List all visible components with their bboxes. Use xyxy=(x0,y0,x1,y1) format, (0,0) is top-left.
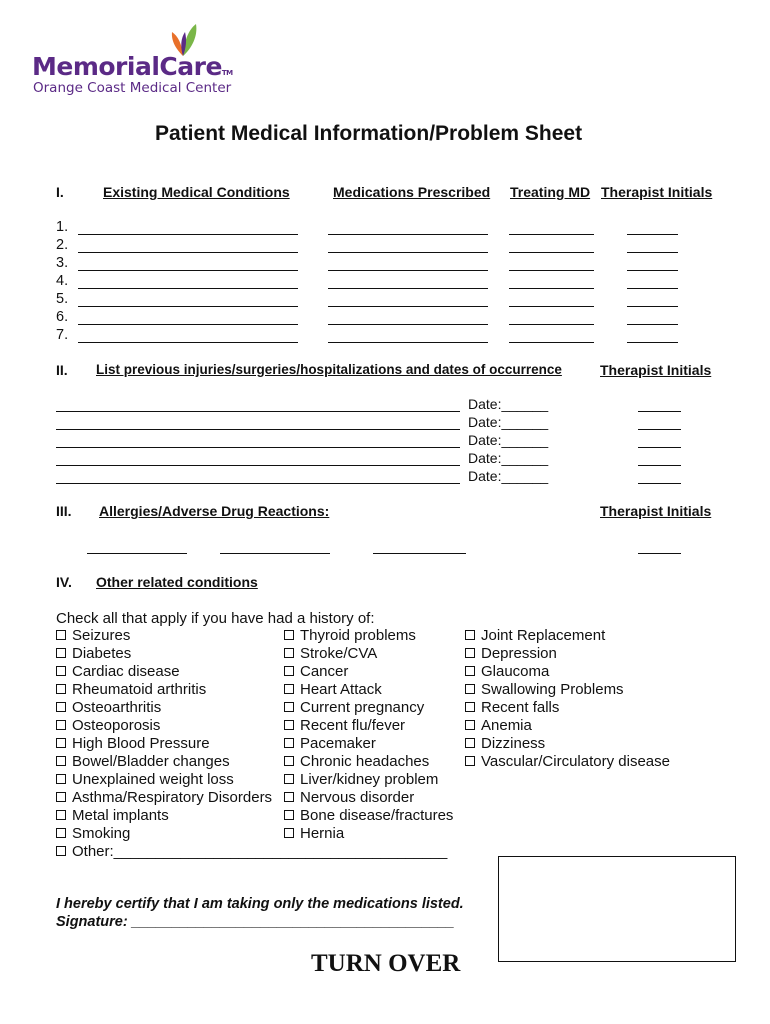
checkbox[interactable] xyxy=(56,846,66,856)
treating-md-field[interactable] xyxy=(509,324,594,325)
checkbox-label: Depression xyxy=(481,645,557,662)
condition-field[interactable] xyxy=(78,270,298,271)
checkbox[interactable] xyxy=(465,738,475,748)
checkbox-item[interactable] xyxy=(465,663,670,681)
checkbox-label: Diabetes xyxy=(72,645,132,662)
medication-field[interactable] xyxy=(328,252,488,253)
checkbox[interactable] xyxy=(56,774,66,784)
section4-numeral: IV. xyxy=(56,574,72,590)
event-field[interactable] xyxy=(56,411,460,412)
section3-therapist-initials: Therapist Initials xyxy=(600,503,712,519)
initials-field[interactable] xyxy=(627,288,678,289)
checkbox-label: Current pregnancy xyxy=(300,699,425,716)
date-field[interactable]: Date:______ xyxy=(468,468,549,484)
checkbox-item[interactable] xyxy=(284,627,453,645)
checkbox-item[interactable] xyxy=(284,717,453,735)
checkbox-item[interactable] xyxy=(465,627,670,645)
event-field[interactable] xyxy=(56,483,460,484)
initials-field[interactable] xyxy=(638,447,681,448)
checkbox-label: Nervous disorder xyxy=(300,789,415,806)
medication-field[interactable] xyxy=(328,342,488,343)
checkbox[interactable] xyxy=(284,720,294,730)
brand-name: MemorialCare xyxy=(32,52,222,81)
checkbox[interactable] xyxy=(56,630,66,640)
checkbox[interactable] xyxy=(56,828,66,838)
checkbox-label: Liver/kidney problem xyxy=(300,771,439,788)
checkbox-label: Bowel/Bladder changes xyxy=(72,753,230,770)
section2-therapist-initials: Therapist Initials xyxy=(600,362,712,378)
date-field[interactable]: Date:______ xyxy=(468,396,549,412)
checkbox[interactable] xyxy=(56,810,66,820)
medication-field[interactable] xyxy=(328,324,488,325)
condition-field[interactable] xyxy=(78,306,298,307)
allergy-field[interactable] xyxy=(373,553,466,554)
checkbox[interactable] xyxy=(56,792,66,802)
turn-over-label: TURN OVER xyxy=(311,950,461,977)
checkbox-label: Swallowing Problems xyxy=(481,681,624,698)
treating-md-field[interactable] xyxy=(509,234,594,235)
initials-field[interactable] xyxy=(638,483,681,484)
checkbox[interactable] xyxy=(284,702,294,712)
checkbox-item[interactable] xyxy=(284,645,453,663)
col-treating-md: Treating MD xyxy=(510,184,591,200)
checkbox[interactable] xyxy=(465,720,475,730)
checkbox-label: Chronic headaches xyxy=(300,753,430,770)
checkbox-item[interactable] xyxy=(465,699,670,717)
date-field[interactable]: Date:______ xyxy=(468,414,549,430)
medication-field[interactable] xyxy=(328,234,488,235)
page-title: Patient Medical Information/Problem Sheet xyxy=(155,122,583,145)
initials-field[interactable] xyxy=(627,306,678,307)
allergy-field[interactable] xyxy=(87,553,187,554)
medication-field[interactable] xyxy=(328,270,488,271)
row-number: 3. xyxy=(56,255,69,271)
checkbox-label: Anemia xyxy=(481,717,532,734)
checkbox-item[interactable] xyxy=(284,663,453,681)
trademark: TM xyxy=(221,69,233,77)
row-number: 6. xyxy=(56,309,69,325)
checkbox-label: High Blood Pressure xyxy=(72,735,210,752)
initials-field[interactable] xyxy=(627,270,678,271)
checkbox[interactable] xyxy=(56,666,66,676)
checkbox[interactable] xyxy=(56,702,66,712)
certify-statement: I hereby certify that I am taking only the medications listed. xyxy=(56,896,464,912)
checkbox-label: Osteoarthritis xyxy=(72,699,162,716)
checklist-column-2 xyxy=(284,627,453,843)
checkbox-item[interactable] xyxy=(284,735,453,753)
treating-md-field[interactable] xyxy=(509,252,594,253)
col-existing-conditions: Existing Medical Conditions xyxy=(103,184,290,200)
checkbox[interactable] xyxy=(56,720,66,730)
condition-field[interactable] xyxy=(78,288,298,289)
checkbox-item[interactable] xyxy=(284,699,453,717)
checkbox-label: Bone disease/fractures xyxy=(300,807,454,824)
checkbox-label: Hernia xyxy=(300,825,345,842)
row-number: 1. xyxy=(56,219,69,235)
checkbox-item[interactable] xyxy=(284,789,453,807)
checkbox-item[interactable] xyxy=(465,645,670,663)
initials-field[interactable] xyxy=(638,465,681,466)
col-therapist-initials: Therapist Initials xyxy=(601,184,713,200)
event-field[interactable] xyxy=(56,429,460,430)
checkbox-label: Seizures xyxy=(72,627,131,644)
other-field[interactable]: Other:________________________________________ xyxy=(72,843,448,860)
checkbox-item[interactable] xyxy=(284,753,453,771)
treating-md-field[interactable] xyxy=(509,306,594,307)
date-field[interactable]: Date:______ xyxy=(468,450,549,466)
checkbox-item[interactable] xyxy=(465,717,670,735)
checkbox-label: Dizziness xyxy=(481,735,546,752)
checklist-intro: Check all that apply if you have had a history of: xyxy=(56,610,375,627)
section2-numeral: II. xyxy=(56,362,68,378)
initials-field[interactable] xyxy=(627,252,678,253)
medication-field[interactable] xyxy=(328,306,488,307)
checklist-column-3 xyxy=(465,627,670,771)
checkbox[interactable] xyxy=(284,738,294,748)
event-field[interactable] xyxy=(56,447,460,448)
condition-field[interactable] xyxy=(78,234,298,235)
checkbox[interactable] xyxy=(284,666,294,676)
signature-field[interactable]: Signature: ________________________________________ xyxy=(56,914,455,930)
checkbox-item[interactable] xyxy=(465,681,670,699)
checkbox-label: Osteoporosis xyxy=(72,717,161,734)
office-use-box[interactable] xyxy=(498,856,736,962)
logo xyxy=(32,20,233,100)
checkbox-label: Recent falls xyxy=(481,699,560,716)
condition-field[interactable] xyxy=(78,252,298,253)
checkbox-label: Recent flu/fever xyxy=(300,717,406,734)
checkbox-label: Stroke/CVA xyxy=(300,645,378,662)
section4-heading: Other related conditions xyxy=(96,574,258,590)
checkbox[interactable] xyxy=(465,756,475,766)
treating-md-field[interactable] xyxy=(509,342,594,343)
event-field[interactable] xyxy=(56,465,460,466)
row-number: 7. xyxy=(56,327,69,343)
checkbox-label: Heart Attack xyxy=(300,681,382,698)
checkbox[interactable] xyxy=(465,702,475,712)
initials-field[interactable] xyxy=(638,553,681,554)
checkbox-label: Unexplained weight loss xyxy=(72,771,234,788)
checkbox-item-other[interactable] xyxy=(56,843,447,861)
condition-field[interactable] xyxy=(78,324,298,325)
date-field[interactable]: Date:______ xyxy=(468,432,549,448)
checkbox[interactable] xyxy=(465,666,475,676)
checkbox[interactable] xyxy=(284,684,294,694)
checkbox-label: Glaucoma xyxy=(481,663,550,680)
checkbox[interactable] xyxy=(56,738,66,748)
row-number: 5. xyxy=(56,291,69,307)
row-number: 4. xyxy=(56,273,69,289)
checkbox-label: Smoking xyxy=(72,825,131,842)
checkbox-label: Pacemaker xyxy=(300,735,376,752)
checkbox-item[interactable] xyxy=(284,771,453,789)
checkbox-label: Asthma/Respiratory Disorders xyxy=(72,789,273,806)
initials-field[interactable] xyxy=(638,429,681,430)
checkbox[interactable] xyxy=(465,630,475,640)
hospital-name: Orange Coast Medical Center xyxy=(33,80,232,96)
col-medications-prescribed: Medications Prescribed xyxy=(333,184,491,200)
checkbox-item[interactable] xyxy=(284,681,453,699)
initials-field[interactable] xyxy=(627,342,678,343)
initials-field[interactable] xyxy=(627,234,678,235)
checkbox[interactable] xyxy=(465,648,475,658)
treating-md-field[interactable] xyxy=(509,288,594,289)
treating-md-field[interactable] xyxy=(509,270,594,271)
checkbox[interactable] xyxy=(465,684,475,694)
checkbox[interactable] xyxy=(284,792,294,802)
checkbox-item[interactable] xyxy=(284,807,453,825)
section3-heading: Allergies/Adverse Drug Reactions: xyxy=(99,503,330,519)
initials-field[interactable] xyxy=(638,411,681,412)
checkbox-label: Metal implants xyxy=(72,807,169,824)
checkbox[interactable] xyxy=(284,756,294,766)
checkbox[interactable] xyxy=(284,810,294,820)
checkbox[interactable] xyxy=(56,756,66,766)
medication-field[interactable] xyxy=(328,288,488,289)
section2-heading: List previous injuries/surgeries/hospitalizations and dates of occurrence xyxy=(96,362,562,377)
section3-numeral: III. xyxy=(56,503,72,519)
checkbox-label: Vascular/Circulatory disease xyxy=(481,753,670,770)
checkbox-label: Rheumatoid arthritis xyxy=(72,681,207,698)
allergy-field[interactable] xyxy=(220,553,330,554)
initials-field[interactable] xyxy=(627,324,678,325)
checkbox-label: Cancer xyxy=(300,663,349,680)
checkbox[interactable] xyxy=(284,648,294,658)
condition-field[interactable] xyxy=(78,342,298,343)
section1-numeral: I. xyxy=(56,184,64,200)
checkbox-label: Thyroid problems xyxy=(300,627,416,644)
checkbox-item[interactable] xyxy=(284,825,453,843)
checkbox[interactable] xyxy=(56,648,66,658)
checkbox[interactable] xyxy=(284,828,294,838)
checkbox-label: Joint Replacement xyxy=(481,627,606,644)
checkbox[interactable] xyxy=(284,630,294,640)
row-number: 2. xyxy=(56,237,69,253)
checkbox[interactable] xyxy=(284,774,294,784)
checkbox-item[interactable] xyxy=(465,735,670,753)
checkbox[interactable] xyxy=(56,684,66,694)
checkbox-label: Cardiac disease xyxy=(72,663,180,680)
checkbox-item[interactable] xyxy=(465,753,670,771)
